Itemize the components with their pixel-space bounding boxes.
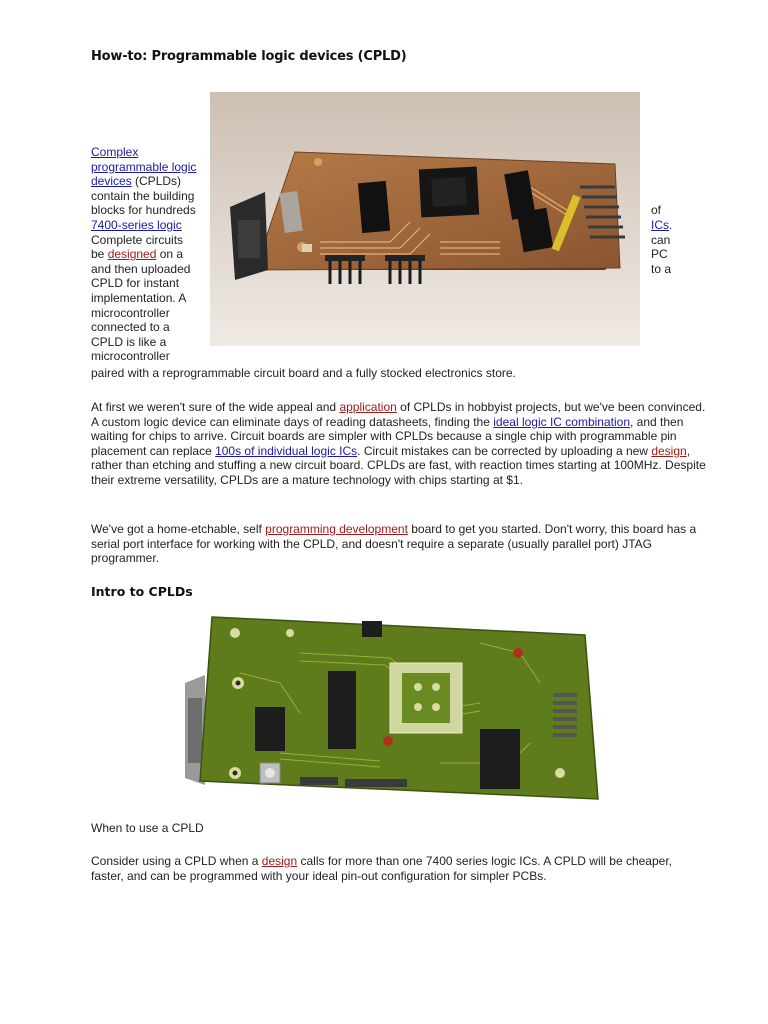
page-title: How-to: Programmable logic devices (CPLD) xyxy=(91,49,407,64)
para2-text-1: At first we weren't sure of the wide appeal and xyxy=(91,400,340,414)
para3-text-1: We've got a home-etchable, self xyxy=(91,522,266,536)
intro-right-1: of xyxy=(651,203,662,218)
intro-line-9: and then uploaded xyxy=(91,261,191,276)
intro-right-2 xyxy=(651,218,672,233)
paragraph-consider xyxy=(91,854,706,883)
para3-text-2: board to get you started. Don't worry, this board has a serial port interface for working with the CPLD, and doesn't require a separate (usually parallel port) JTAG programmer. xyxy=(91,522,697,566)
link-application[interactable]: application xyxy=(339,400,397,414)
cpld-board-photo xyxy=(210,92,640,346)
intro-line-11: implementation. A xyxy=(91,291,187,305)
para2-text-3: , and then waiting for chips to arrive. Circuit boards are simpler with CPLDs because a single chip with programmable pin placement can replace xyxy=(91,414,684,458)
paragraph-appeal xyxy=(91,400,706,488)
link-design-1[interactable]: design xyxy=(651,443,687,458)
intro-line-3 xyxy=(91,174,181,189)
intro-right-3: can xyxy=(651,232,671,247)
intro-line-4: contain the building xyxy=(91,188,195,203)
link-7400-series[interactable]: 7400-series logic xyxy=(91,218,182,232)
intro-line-6[interactable] xyxy=(91,218,182,233)
intro-right-5: to a xyxy=(651,261,672,276)
intro-l8-c: on a xyxy=(156,247,184,262)
link-designed[interactable]: designed xyxy=(107,247,157,262)
intro-line-14: CPLD is like a xyxy=(91,334,167,349)
link-ics[interactable]: ICs xyxy=(651,218,669,232)
intro-right-4: PC xyxy=(651,247,668,262)
paragraph-home-etchable xyxy=(91,522,706,566)
intro-line-12: microcontroller xyxy=(91,305,170,320)
para4-text-2: calls for more than one 7400 series logic ICs. A CPLD will be cheaper, faster, and can be programmed with your ideal pin-out configuration for simpler PCBs. xyxy=(91,854,672,883)
intro-line-15: microcontroller xyxy=(91,349,170,364)
link-programmable-logic[interactable]: programmable logic xyxy=(91,159,197,174)
intro-right-2-dot: . xyxy=(669,218,673,232)
section-heading-intro: Intro to CPLDs xyxy=(91,584,193,599)
cpld-board-photo-graphic xyxy=(210,92,640,346)
para4-text-1: Consider using a CPLD when a xyxy=(91,854,262,868)
link-100s-individual-logic-ics[interactable]: 100s of individual logic ICs xyxy=(215,443,358,458)
link-complex[interactable]: Complex xyxy=(91,145,139,159)
intro-l3-text: (CPLDs) xyxy=(131,174,182,189)
section-heading-when: When to use a CPLD xyxy=(91,821,204,835)
link-devices[interactable]: devices xyxy=(91,174,132,189)
intro-line-1[interactable] xyxy=(91,145,138,160)
cpld-board-render-graphic xyxy=(180,613,600,813)
intro-line-2[interactable] xyxy=(91,160,196,175)
link-design-2[interactable]: design xyxy=(261,854,298,868)
para2-text-5: , rather than etching and stuffing a new circuit board. CPLDs are fast, with reaction times starting at 100MHz. Despite their extreme versatility, CPLDs are a mature technology with chips starting at $1. xyxy=(91,443,706,487)
intro-line-8 xyxy=(91,247,183,262)
intro-line-13: connected to a xyxy=(91,320,170,335)
intro-line-7: Complete circuits xyxy=(91,232,184,247)
intro-line-10: CPLD for instant xyxy=(91,276,180,291)
para2-text-4: . Circuit mistakes can be corrected by uploading a new xyxy=(357,443,652,458)
cpld-board-render xyxy=(180,613,600,813)
para2-text-2: of CPLDs in hobbyist projects, but we've been convinced. A custom logic device can eliminate days of reading datasheets, finding the xyxy=(91,400,706,429)
intro-line-16: paired with a reprogrammable circuit board and a fully stocked electronics store. xyxy=(91,366,516,380)
intro-l8-a: be xyxy=(91,247,108,262)
link-programming-development[interactable]: programming development xyxy=(265,522,408,536)
link-ideal-logic-ic-combination[interactable]: ideal logic IC combination xyxy=(493,414,630,429)
intro-line-5: blocks for hundreds xyxy=(91,203,196,218)
